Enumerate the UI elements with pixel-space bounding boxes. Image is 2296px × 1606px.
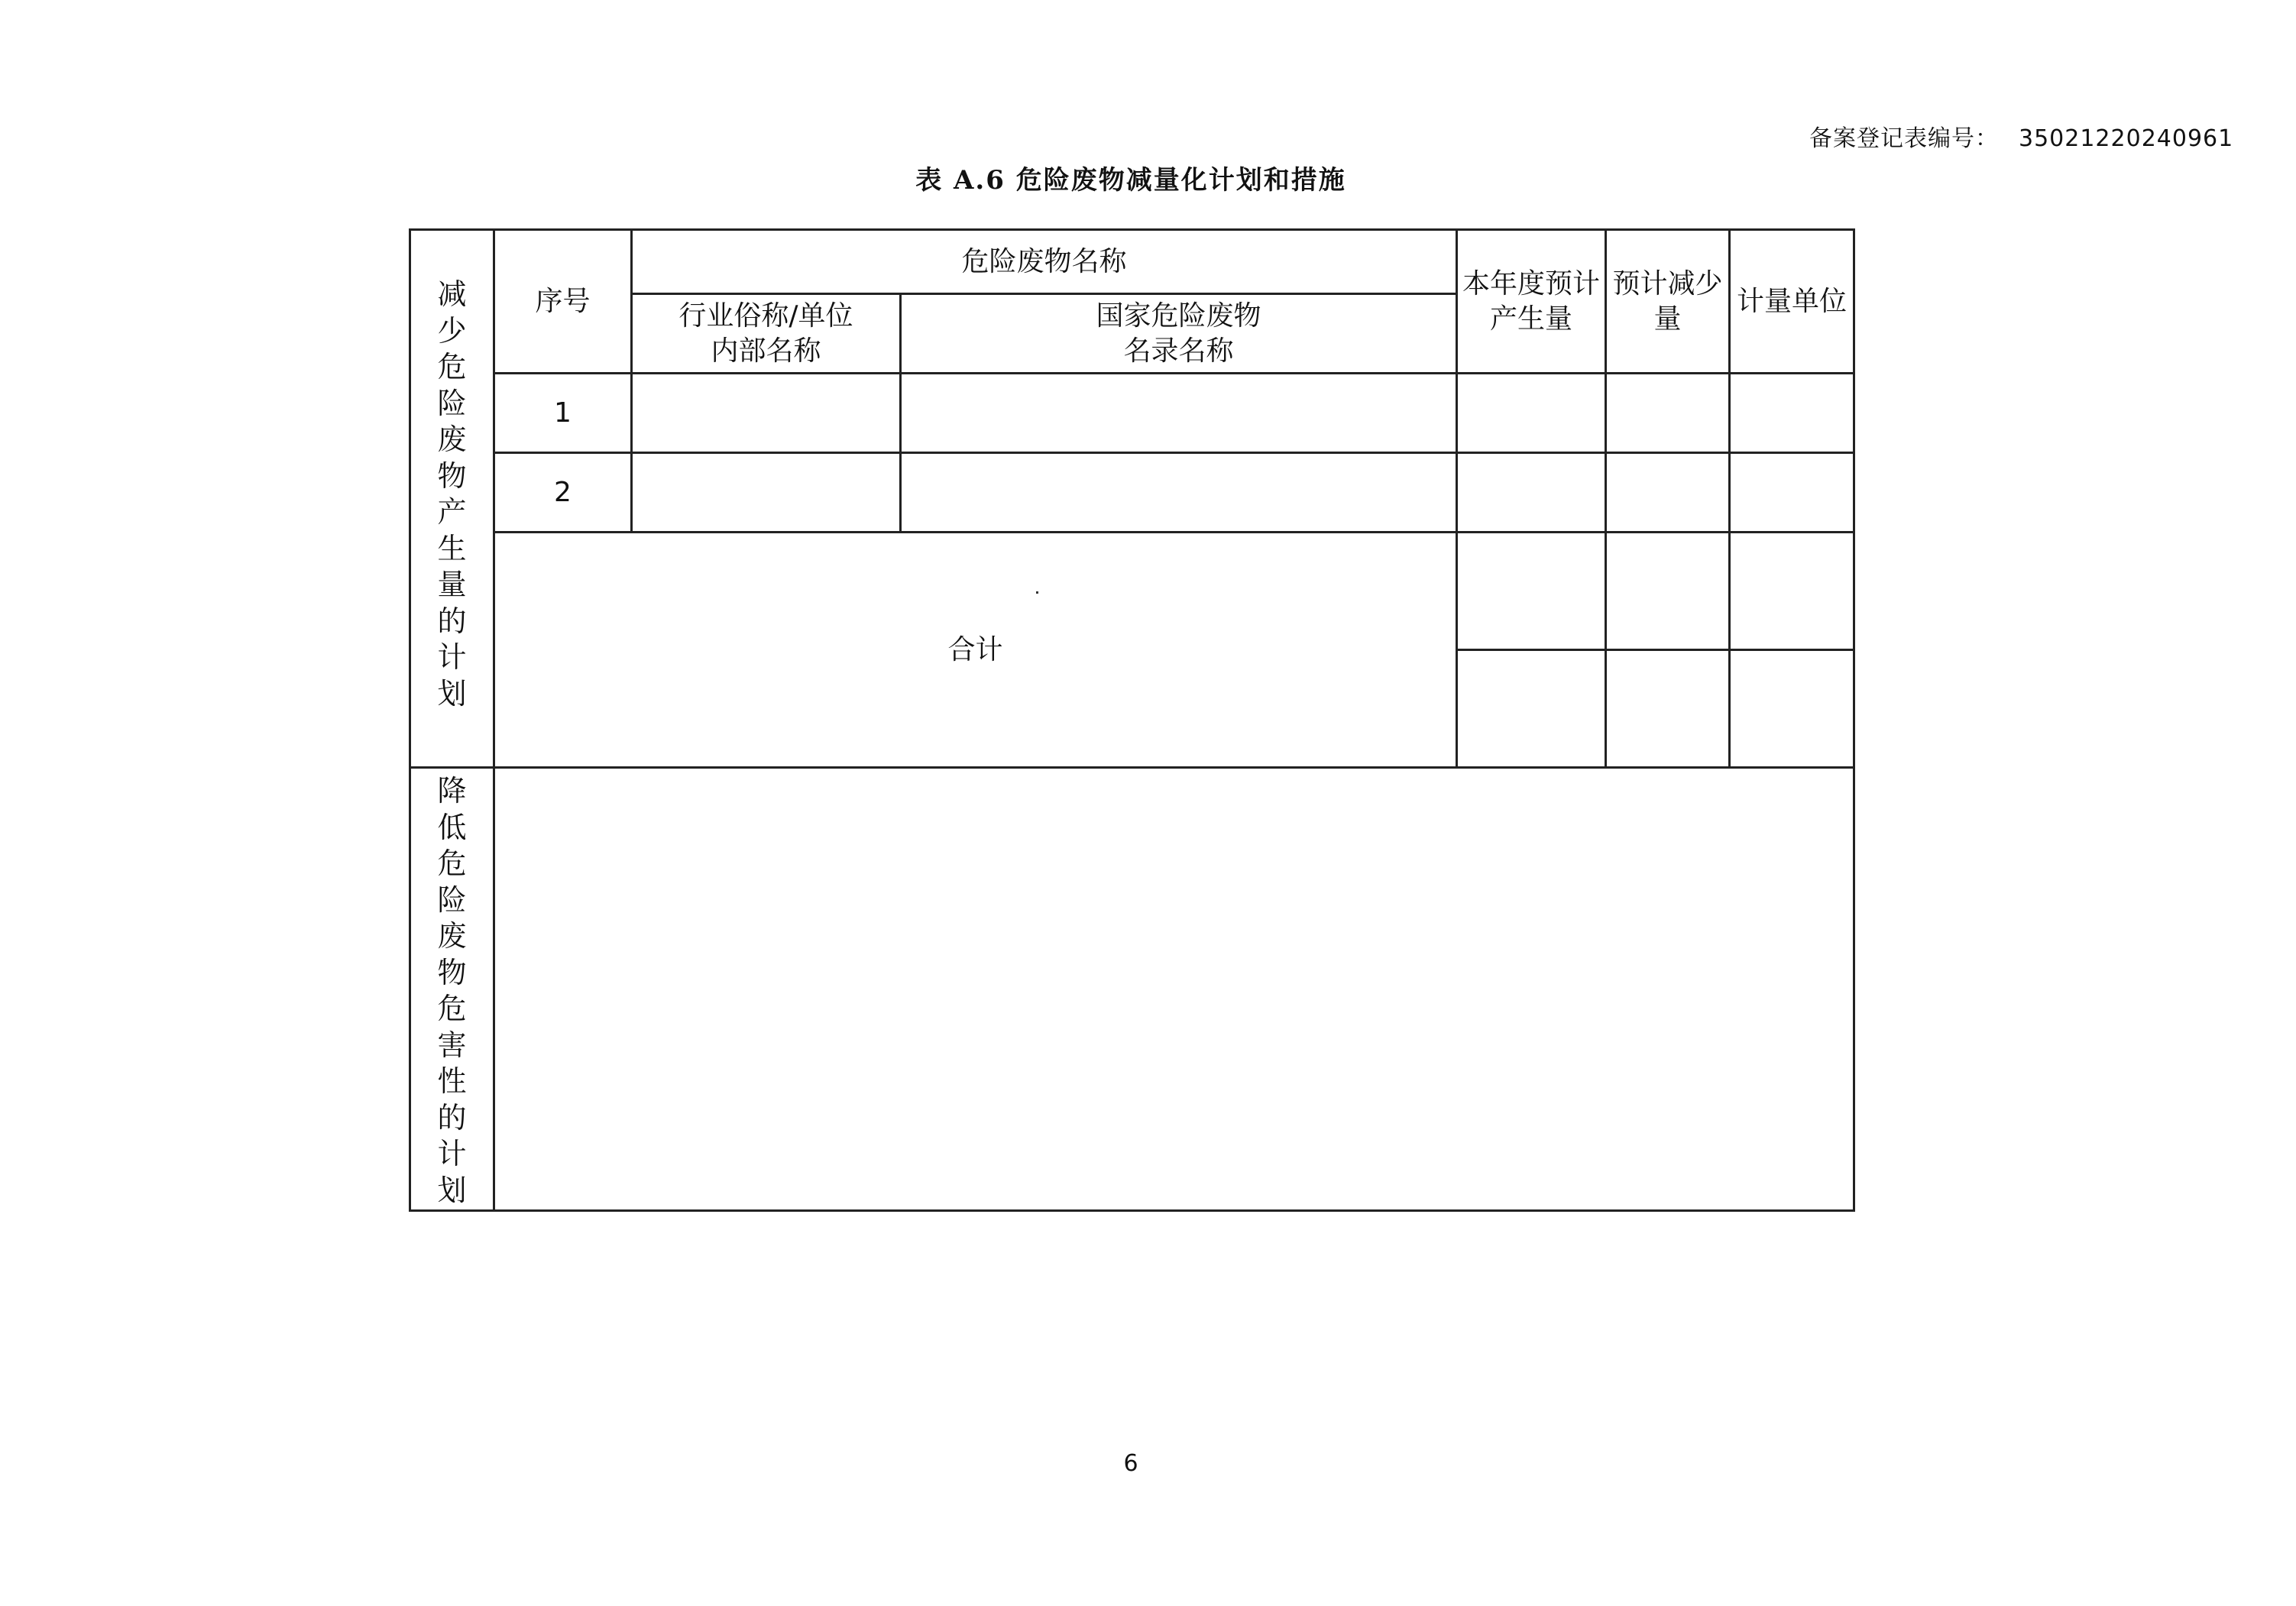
- row-national-name-cell[interactable]: [901, 374, 1457, 453]
- table-row: [410, 453, 1854, 533]
- row-unit-cell[interactable]: [1730, 453, 1854, 533]
- stray-mark: [1036, 591, 1038, 594]
- table-title: 表 A.6 危险废物减量化计划和措施: [915, 165, 1346, 196]
- header-expected-reduction: 预计减少量: [1606, 230, 1730, 374]
- total-row-1: [410, 533, 1854, 650]
- header-unit: 计量单位: [1730, 230, 1854, 374]
- row-serial: 2: [494, 453, 632, 533]
- header-serial: 序号: [494, 230, 632, 374]
- registration-number-line: [1809, 119, 2233, 153]
- total-annual-amount-cell-2[interactable]: [1457, 650, 1606, 768]
- table-row: [410, 374, 1854, 453]
- header-industry-name: 行业俗称/单位内部名称: [632, 294, 901, 374]
- section-reduce-amount-label: 减少危险废物产生量的计划: [410, 230, 494, 768]
- total-expected-reduction-cell-2[interactable]: [1606, 650, 1730, 768]
- row-national-name-cell[interactable]: [901, 453, 1457, 533]
- row-serial: 1: [494, 374, 632, 453]
- registration-label: 备案登记表编号：: [1809, 125, 1999, 152]
- row-expected-reduction-cell[interactable]: [1606, 453, 1730, 533]
- header-annual-amount: 本年度预计产生量: [1457, 230, 1606, 374]
- total-unit-cell-1[interactable]: [1730, 533, 1854, 650]
- page-number: 6: [1123, 1450, 1138, 1477]
- row-industry-name-cell[interactable]: [632, 374, 901, 453]
- waste-reduction-plan-table: [409, 228, 1855, 1212]
- row-industry-name-cell[interactable]: [632, 453, 901, 533]
- row-annual-amount-cell[interactable]: [1457, 453, 1606, 533]
- header-national-name: 国家危险废物名录名称: [901, 294, 1457, 374]
- total-annual-amount-cell-1[interactable]: [1457, 533, 1606, 650]
- total-expected-reduction-cell-1[interactable]: [1606, 533, 1730, 650]
- section-reduce-hazard-content[interactable]: [494, 768, 1854, 1211]
- section-reduce-hazard-row: [410, 768, 1854, 1211]
- header-waste-name: 危险废物名称: [632, 230, 1457, 294]
- total-label: 合计: [494, 533, 1457, 768]
- total-unit-cell-2[interactable]: [1730, 650, 1854, 768]
- row-expected-reduction-cell[interactable]: [1606, 374, 1730, 453]
- section-reduce-hazard-label: 降低危险废物危害性的计划: [410, 768, 494, 1211]
- header-row-1: [410, 230, 1854, 294]
- registration-number: 35021220240961: [2019, 125, 2234, 152]
- row-annual-amount-cell[interactable]: [1457, 374, 1606, 453]
- row-unit-cell[interactable]: [1730, 374, 1854, 453]
